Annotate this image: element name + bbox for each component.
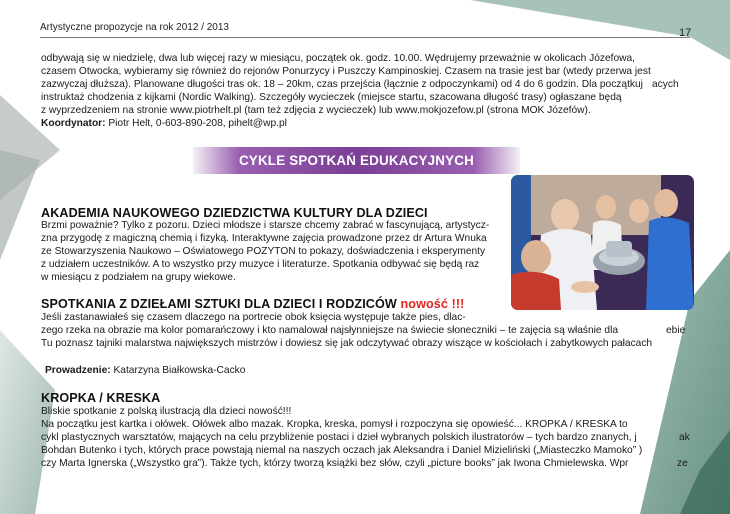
kropka-heading: KROPKA / KRESKA — [41, 391, 161, 405]
coordinator-label: Koordynator: — [41, 118, 106, 129]
spotkania-line: zego rzeka na obrazie ma kolor pomarańczowy i kto namalował najsłynniejsze na świecie słoneczniki – te zajęcia są właśnie dla — [41, 325, 619, 336]
deco-left-shard-2 — [0, 150, 40, 260]
new-badge: nowość !!! — [400, 297, 465, 311]
spotkania-line-fragment: ebie — [666, 325, 686, 336]
section-banner — [193, 147, 520, 174]
header-divider — [40, 37, 690, 38]
kropka-line: Bliskie spotkanie z polską ilustracją dla dzieci nowość!!! — [41, 406, 292, 417]
intro-line: zazwyczaj dłuższa). Planowane długości tras ok. 18 – 20km, czas przejścia (łącznie z odpoczynkami) od 4 do 6 godzin. Dla początkuj — [41, 79, 643, 90]
running-header: Artystyczne propozycje na rok 2012 / 2013 — [40, 22, 229, 33]
akademia-line: z udziałem uczestników. A to wszystko przy muzyce i literaturze. Spotkania odbywać się będą raz — [41, 259, 480, 270]
kropka-line: cykl plastycznych warsztatów, mających na celu przybliżenie postaci i dzieł wybranych polskich ilustratorów – tych bardzo znanych, j — [41, 432, 637, 443]
akademia-heading: AKADEMIA NAUKOWEGO DZIEDZICTWA KULTURY DLA DZIECI — [41, 206, 428, 220]
intro-line-fragment: acych — [652, 79, 679, 90]
spotkania-title: SPOTKANIA Z DZIEŁAMI SZTUKI DLA DZIECI I RODZICÓW — [41, 297, 397, 311]
lead-label: Prowadzenie: — [45, 365, 111, 376]
intro-line: czasem Otwocka, wybieramy się również do rejonów Ponurzycy i Puszczy Kampinoskiej. Czasem na trasie jest bar (wtedy przerwa jest — [41, 66, 651, 77]
intro-line: instruktaż chodzenia z kijkami (Nordic Walking). Szczegóły wycieczek (miejsce startu, szacowana długość trasy) ogłaszane będą — [41, 92, 622, 103]
kropka-line-fragment: ak — [679, 432, 690, 443]
section-banner-title: CYKLE SPOTKAŃ EDUKACYJNYCH — [238, 153, 475, 168]
akademia-line: Brzmi poważnie? Tylko z pozoru. Dzieci młodsze i starsze chcemy zabrać w fascynującą, artystycz- — [41, 220, 490, 231]
page-number: 17 — [679, 27, 692, 39]
intro-line: odbywają się w niedzielę, dwa lub więcej razy w miesiącu, początek ok. godz. 10.00. Wędrujemy przeważnie w okolicach Józefowa, — [41, 53, 635, 64]
akademia-line: w miesiącu z podziałem na grupy wiekowe. — [41, 272, 236, 283]
workshop-photo-image — [511, 175, 694, 310]
lead-line — [45, 365, 245, 377]
lead-value: Katarzyna Białkowska-Cacko — [110, 365, 246, 376]
coordinator-line — [41, 118, 287, 130]
spotkania-line: Jeśli zastanawiałeś się czasem dlaczego na portrecie obok księcia występuje także pies, dlac- — [41, 312, 466, 323]
akademia-line: zna przygodę z magiczną chemią i fizyką. Interaktywne zajęcia prowadzone przez dr Artura Wnuka — [41, 233, 487, 244]
spotkania-heading — [41, 297, 464, 311]
kropka-line: czy Marta Ignerska („Wszystko gra”). Także tych, którzy tworzą książki bez słów, czyli „picture books” jak Iwona Chmielewska. Wpr — [41, 458, 629, 469]
kropka-line-fragment: ze — [677, 458, 688, 469]
workshop-photo — [511, 175, 694, 310]
spotkania-line: Tu poznasz tajniki malarstwa największych mistrzów i dowiesz się jak odczytywać obrazy wiszące w kościołach i zabytkowych pałacach — [41, 338, 653, 349]
coordinator-value: Piotr Helt, 0-603-890-208, pihelt@wp.pl — [105, 118, 287, 129]
kropka-line: Na początku jest kartka i ołówek. Ołówek albo mazak. Kropka, kreska, pomysł i rozpoczyna się opowieść... KROPKA / KRESKA to — [41, 419, 628, 430]
akademia-line: ze Stowarzyszenia Naukowo – Oświatowego POZYTON to pokazy, doświadczenia i eksperymenty — [41, 246, 486, 257]
kropka-line: Bohdan Butenko i tych, których prace powstają niemal na naszych oczach jak Aleksandra i Daniel Mizieliński („Miasteczko Mamoko” ) — [41, 445, 643, 456]
intro-line: z wyprzedzeniem na stronie www.piotrhelt.pl (tam też zdjęcia z wycieczek) lub www.mokjozefow.pl (strona MOK Józefów). — [41, 105, 591, 116]
